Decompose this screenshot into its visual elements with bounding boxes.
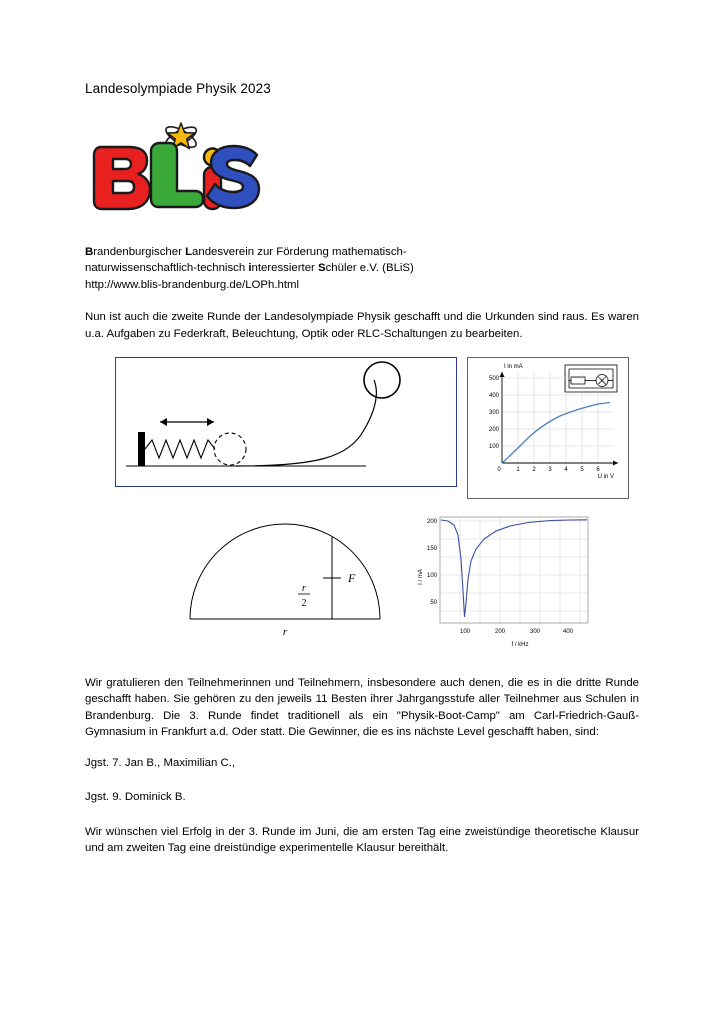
svg-text:2: 2 — [301, 597, 307, 609]
winners-grade-9: Jgst. 9. Dominick B. — [85, 791, 186, 804]
svg-text:200: 200 — [426, 518, 437, 525]
association-url[interactable]: http://www.blis-brandenburg.de/LOPh.html — [85, 278, 300, 291]
svg-text:400: 400 — [562, 628, 574, 635]
spring-ramp-diagram — [115, 357, 457, 487]
resonance-chart — [410, 507, 600, 657]
association-info — [85, 244, 639, 294]
svg-text:100: 100 — [488, 443, 499, 450]
assoc-randenburgischer: randenburgischer — [93, 245, 186, 258]
dome-force-diagram — [180, 507, 390, 652]
svg-text:200: 200 — [488, 426, 499, 433]
logo-letter-b — [94, 147, 150, 209]
winners-grade-7: Jgst. 7. Jan B., Maximilian C., — [85, 756, 236, 769]
svg-text:6: 6 — [596, 466, 600, 473]
svg-text:2: 2 — [532, 466, 536, 473]
svg-text:r: r — [282, 625, 288, 638]
assoc-natur: naturwissenschaftlich-technisch — [85, 262, 249, 275]
svg-text:100: 100 — [459, 628, 471, 635]
closing-paragraph: Wir wünschen viel Erfolg in der 3. Runde im Juni, die am ersten Tag eine zweistündige theoretische Klausur und am zweiten Tag eine dreistündige experimentelle Klausur bereithält. — [85, 825, 639, 855]
svg-text:0: 0 — [497, 466, 501, 473]
assoc-l: L — [185, 245, 193, 258]
congratulations-paragraph: Wir gratulieren den Teilnehmerinnen und Teilnehmern, insbesondere auch denen, die es in die dritte Runde geschafft haben. Sie gehören zu den jeweils 11 Besten ihrer Jahrgangsstufe aller Teilnehmer aus Schulen in Brandenburg. Die 3. Runde findet traditionell als ein "Physik-Boot-Camp" am Carl-Friedrich-Gauß-Gymnasium in Frankfurt a.d. Oder statt. Die Gewinner, die es ins nächste Level geschafft haben, sind: — [85, 676, 639, 739]
svg-text:1: 1 — [516, 466, 520, 473]
svg-text:5: 5 — [580, 466, 584, 473]
svg-text:100: 100 — [426, 572, 437, 579]
figure-row-1 — [115, 357, 639, 499]
intro-paragraph: Nun ist auch die zweite Runde der Landesolympiade Physik geschafft und die Urkunden sind raus. Es waren u.a. Aufgaben zu Federkraft, Beleuchtung, Optik oder RLC-Schaltungen zu bearbeiten. — [85, 311, 639, 341]
svg-text:300: 300 — [488, 409, 499, 416]
svg-text:200: 200 — [494, 628, 506, 635]
assoc-b: B — [85, 245, 94, 258]
svg-text:150: 150 — [426, 545, 437, 552]
circuit-diagram-inset — [565, 365, 617, 392]
svg-text:I / mA: I / mA — [418, 568, 424, 585]
assoc-andesverein: andesverein zur Förderung mathematisch- — [192, 245, 407, 258]
svg-text:r: r — [302, 582, 306, 594]
assoc-s: S — [318, 262, 326, 275]
svg-text:f / kHz: f / kHz — [511, 641, 529, 648]
page-title: Landesolympiade Physik 2023 — [85, 81, 271, 96]
svg-text:400: 400 — [488, 392, 499, 399]
assoc-i: i — [248, 262, 252, 275]
svg-text:300: 300 — [529, 628, 541, 635]
logo-letter-l — [151, 143, 203, 207]
svg-text:500: 500 — [488, 375, 499, 382]
svg-text:F: F — [348, 570, 356, 585]
svg-text:3: 3 — [548, 466, 552, 473]
association-line-1 — [85, 246, 407, 258]
assoc-chueler: chüler e.V. (BLiS) — [325, 262, 414, 275]
current-voltage-chart — [467, 357, 629, 499]
assoc-nteressierter: nteressierter — [251, 262, 318, 275]
document-content — [85, 80, 639, 871]
svg-text:I in mA: I in mA — [504, 363, 523, 370]
svg-text:4: 4 — [564, 466, 568, 473]
figure-row-2 — [180, 507, 639, 657]
svg-text:50: 50 — [430, 599, 437, 606]
blis-logo — [87, 117, 277, 222]
association-line-2 — [85, 262, 414, 274]
svg-text:U in V: U in V — [597, 473, 614, 480]
